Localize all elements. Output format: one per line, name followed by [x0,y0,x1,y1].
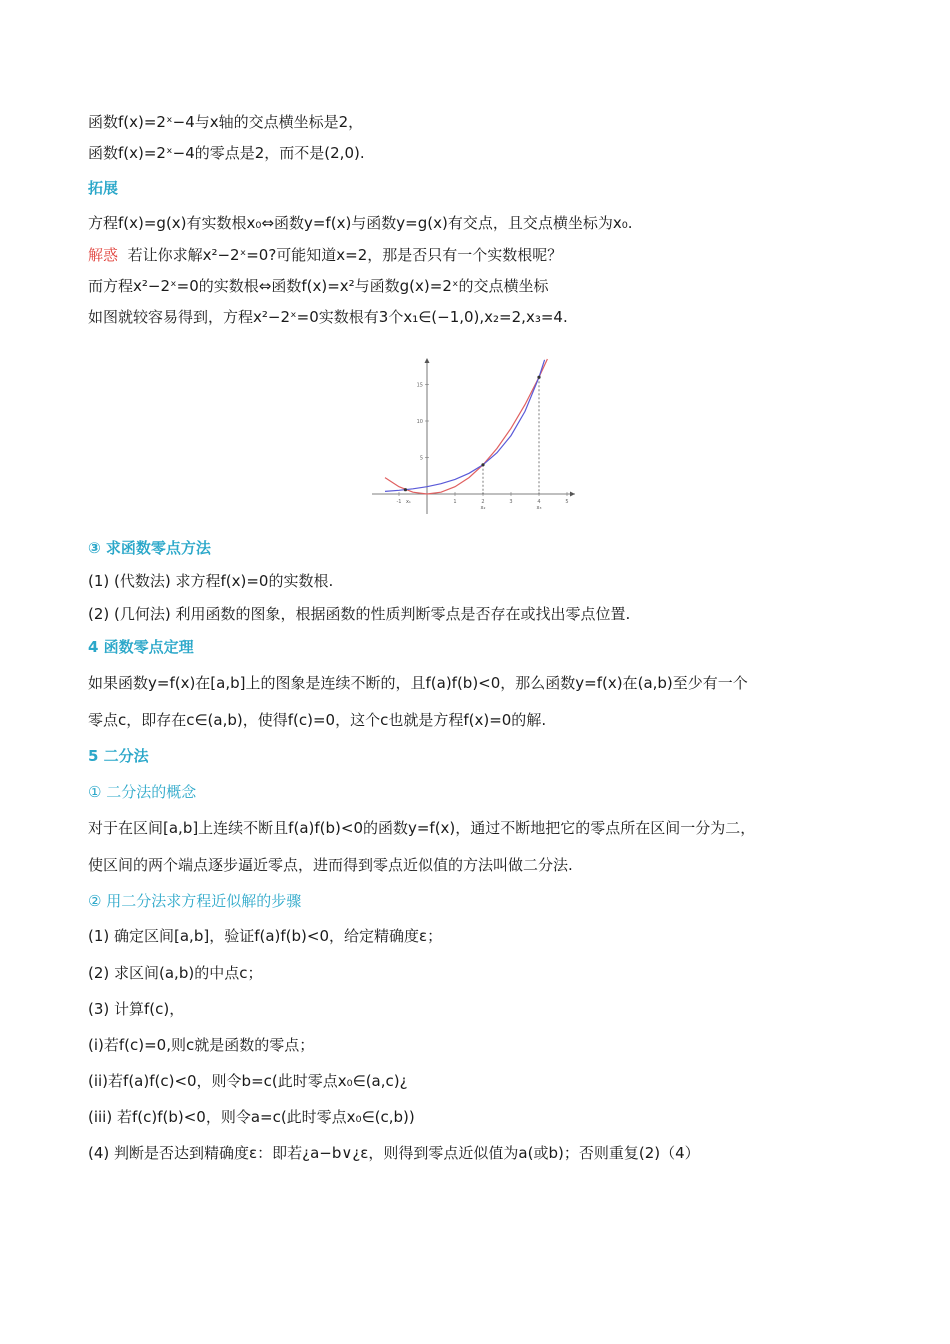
text-line: 函数f(x)=2ˣ−4的零点是2，而不是(2,0). [88,144,365,162]
text-line: 函数f(x)=2ˣ−4与x轴的交点横坐标是2， [88,113,364,131]
text-line: (1) 确定区间[a,b]，验证f(a)f(b)<0，给定精确度ε； [88,927,443,945]
text-line: 方程f(x)=g(x)有实数根x₀⇔函数y=f(x)与函数y=g(x)有交点，且交点横坐标为x₀. [88,214,633,232]
doubt-tag: 解惑 [88,246,119,264]
section-heading-theorem: 4 函数零点定理 [88,638,194,656]
text-line: (2) (几何法) 利用函数的图象，根据函数的性质判断零点是否存在或找出零点位置. [88,605,631,623]
exponential-curve [385,360,545,492]
point-label: x₂ [480,505,486,511]
text-line: 而方程x²−2ˣ=0的实数根⇔函数f(x)=x²与函数g(x)=2ˣ的交点横坐标 [88,277,549,295]
doubt-text: 若让你求解x²−2ˣ=0?可能知道x=2，那是否只有一个实数根呢？ [127,246,563,264]
x-tick-label: 3 [509,499,513,505]
function-graph [370,356,580,518]
y-axis-arrow [425,358,430,363]
parabola-curve [385,359,547,494]
point-label: x₃ [536,505,542,511]
text-line: 使区间的两个端点逐步逼近零点，进而得到零点近似值的方法叫做二分法. [88,856,573,874]
intersection-point [481,463,484,466]
text-line: (i)若f(c)=0,则c就是函数的零点； [88,1036,315,1054]
y-tick-label: 10 [416,419,423,425]
text-line: (3) 计算f(c)， [88,1000,185,1018]
intersection-point [404,488,407,491]
text-line [88,245,878,265]
x-tick-label: 2 [481,499,485,505]
intersection-point [537,376,540,379]
graph-svg [370,356,580,518]
y-tick-label: 5 [419,455,423,462]
x-tick-label: 1 [453,499,457,505]
text-line: 如图就较容易得到，方程x²−2ˣ=0实数根有3个x₁∈(−1,0),x₂=2,x₃=4. [88,308,568,326]
x-tick-label: -1 [396,499,402,505]
text-line: (ii)若f(a)f(c)<0，则令b=c(此时零点x₀∈(a,c)¿ [88,1072,408,1090]
x-tick-label: 5 [565,499,569,505]
subheading-steps: ② 用二分法求方程近似解的步骤 [88,892,302,910]
text-line: (2) 求区间(a,b)的中点c； [88,964,263,982]
y-tick-label: 15 [416,382,423,389]
text-line: (4) 判断是否达到精确度ε：即若¿a−b∨¿ε，则得到零点近似值为a(或b)；否则重复(2)（4） [88,1144,700,1162]
section-heading-methods: ③ 求函数零点方法 [88,539,211,557]
text-line: 零点c，即存在c∈(a,b)，使得f(c)=0，这个c也就是方程f(x)=0的解. [88,711,547,729]
text-line: 如果函数y=f(x)在[a,b]上的图象是连续不断的，且f(a)f(b)<0，那么函数y=f(x)在(a,b)至少有一个 [88,674,748,692]
x-axis-arrow [570,492,575,497]
text-line: 对于在区间[a,b]上连续不断且f(a)f(b)<0的函数y=f(x)，通过不断地把它的零点所在区间一分为二， [88,819,756,837]
text-line: (iii) 若f(c)f(b)<0，则令a=c(此时零点x₀∈(c,b)) [88,1108,415,1126]
document-page [88,108,878,1163]
section-heading-bisection: 5 二分法 [88,747,149,765]
x-tick-label: 4 [537,499,541,505]
subheading-concept: ① 二分法的概念 [88,783,197,801]
section-heading-extend: 拓展 [88,179,119,197]
text-line: (1) (代数法) 求方程f(x)=0的实数根. [88,572,334,590]
point-label: x₁ [405,499,411,505]
